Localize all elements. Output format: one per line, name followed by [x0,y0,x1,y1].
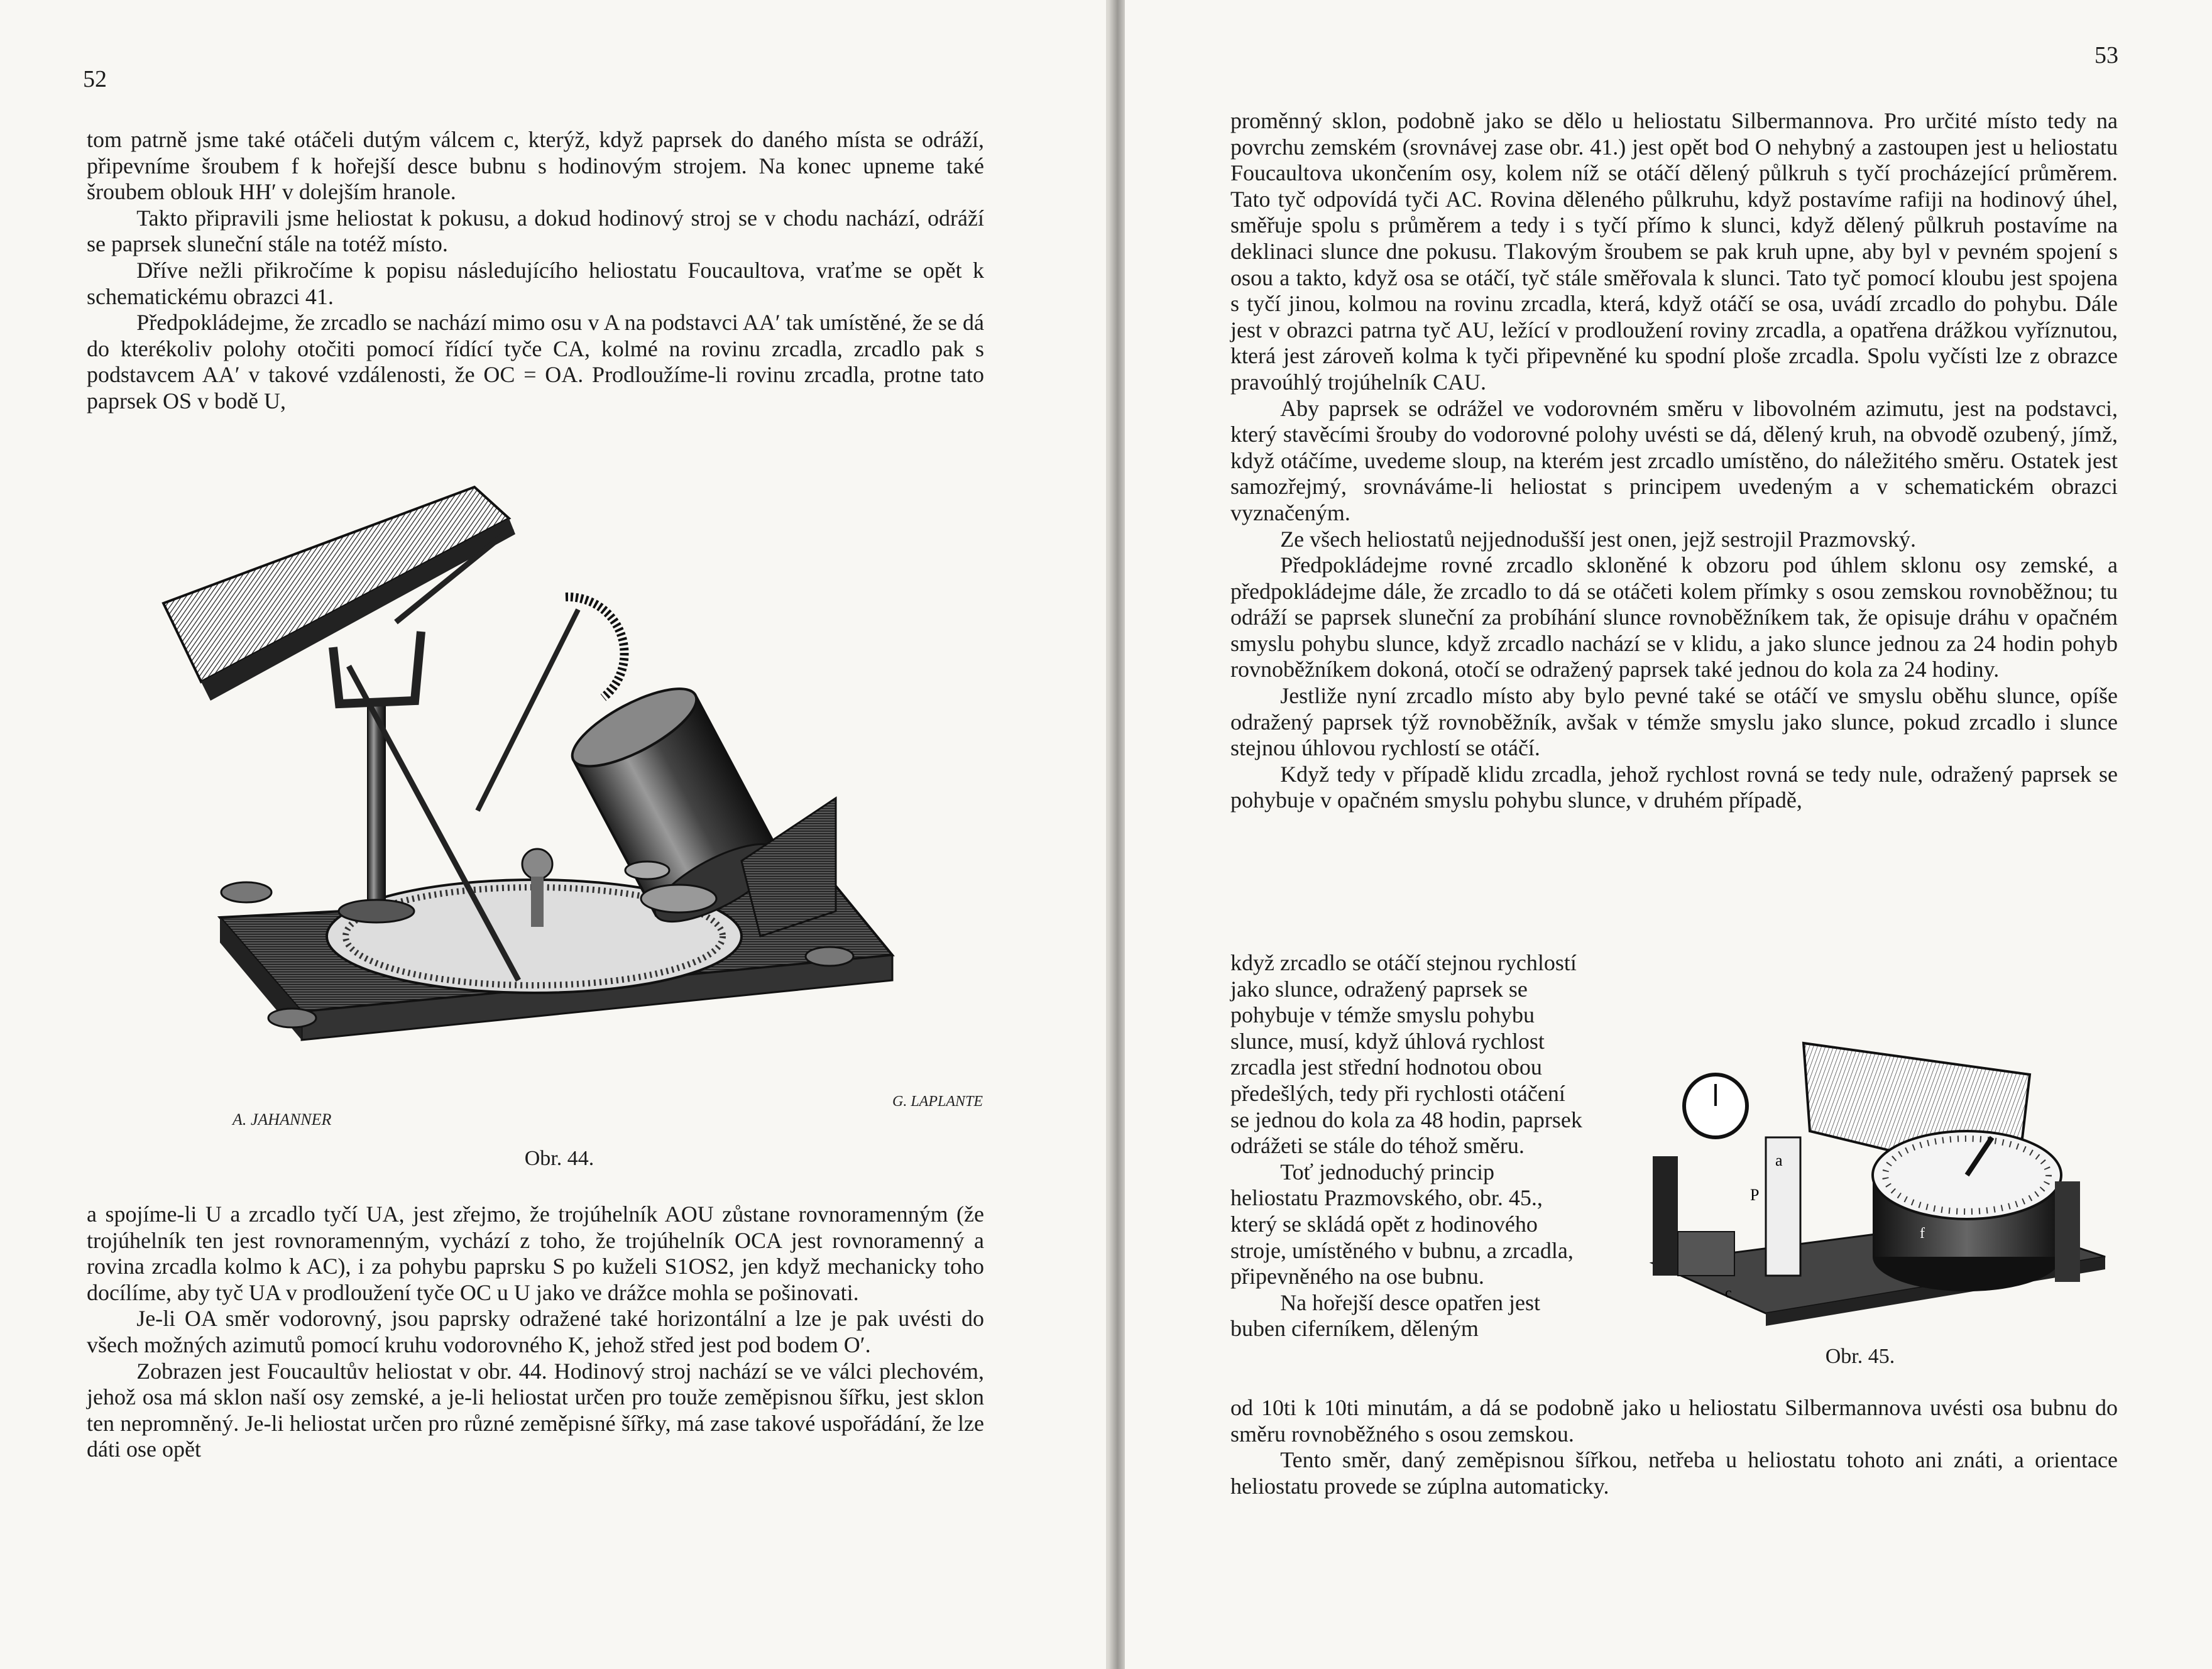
figure-45-caption: Obr. 45. [1825,1345,1895,1368]
paragraph: tom patrně jsme také otáčeli dutým válcem c, kterýž, když paprsek do daného místa se odráží, připevníme šroubem f k hořejší desce bubnu s hodinovým strojem. Na konec upneme také šroubem oblouk HH′ v dolejším hranole. [87,127,984,205]
paragraph: a spojíme-li U a zrcadlo tyčí UA, jest zřejmo, že trojúhelník AOU zůstane rovnoramenným (že trojúhelník ten jest rovnoramenným, vychází z toho, že trojúhelník OCA jest rovnoramenný a rovina zrcadla kolmo k AC), i za pohybu paprsku S po kuželi S1OS2, jen když mechanicky toho docílíme, aby tyč UA v prodloužení tyče OC u U jako ve drážce mohla se pošinovati. [87,1201,984,1305]
paragraph: od 10ti k 10ti minutám, a dá se podobně jako u heliostatu Silbermannova uvésti osa bubnu do směru rovnoběžného s osou zemskou. [1230,1395,2118,1447]
pillar [368,704,385,911]
left-text-top [87,127,984,415]
leveling-screw [806,947,853,966]
right-text-bottom [1230,1395,2118,1499]
page-number-right: 53 [2094,42,2118,68]
paragraph: Když tedy v případě klidu zrcadla, jehož rychlost rovná se tedy nule, odražený paprsek se pohybuje v opačném smyslu pohybu slunce, v druhém případě, [1230,761,2118,813]
paragraph: Toť jednoduchý princip heliostatu Prazmovského, obr. 45., který se skládá opět z hodinového stroje, umístěného v bubnu, a zrcadla, připevněného na ose bubnu. [1230,1159,1574,1289]
paragraph: když zrcadlo se otáčí stejnou rychlostí jako slunce, odražený paprsek se pohybuje v témže smyslu pohybu slunce, musí, když úhlová rychlost zrcadla jest střední hodnotou obou předešlých, tedy při rychlosti otáčení se jednou do kola za 48 hodin, paprsek odrážeti se stále do téhož směru. [1230,950,1582,1159]
left-text-bottom [87,1201,984,1463]
leveling-screw [221,882,271,902]
right-page [1125,0,2212,1669]
label-a: a [1775,1151,1783,1169]
figure-44-foucault-heliostat [126,459,999,1131]
paragraph: Předpokládejme, že zrcadlo se nachází mimo osu v A na podstavci AA′ tak umístěné, že se dá do kterékoliv polohy otočiti pomocí řídící tyče CA, kolmé na rovinu zrcadla, zrcadlo pak s podstavcem AA′ v takové vzdálenosti, že OC = OA. Prodloužíme-li rovinu zrcadla, protne tato paprsek OS v bodě U, [87,310,984,413]
label-p: P [1750,1186,1760,1204]
paragraph: Aby paprsek se odrážel ve vodorovném směru v libovolném azimutu, jest na podstavci, který stavěcími šrouby do vodorovné polohy uvésti se dá, dělený kruh, na obvodě ozubený, jímž, když otáčíme, uvedeme sloup, na kterém jest zrcadlo umístěno, do náležitého směru. Ostatek jest samozřejmý, srovnáváme-li heliostat s principem uvedeným a v schematickém obrazci vyznačeným. [1230,395,2118,525]
label-f: f [1920,1225,1925,1242]
paragraph: Předpokládejme rovné zrcadlo skloněné k obzoru pod úhlem sklonu osy zemské, a předpokládejme dále, že zrcadlo to dá se otáčeti kolem přímky s osou zemskou rovnoběžnou; tu odráží se paprsek sluneční za probíhání slunce rovnoběžníkem tak, že opisuje dráhu v opačném smyslu pohybu slunce, když zrcadlo nachází se v klidu, a jako slunce jednou za 24 hodin pohyb rovnoběžníkem dokoná, otočí se odražený paprsek také jednou do kola za 24 hodiny. [1230,552,2118,682]
page-number-left: 52 [83,66,107,92]
clock-drum [1873,1131,2061,1291]
paragraph: Je-li OA směr vodorovný, jsou paprsky odražené také horizontální a lze je pak uvésti do všech možných azimutů pomocí kruhu vodorovného K, jehož střed jest pod bodem O′. [87,1306,984,1357]
leveling-screw [268,1009,316,1027]
engraver-signature-left: A. JAHANNER [233,1110,332,1129]
right-text-side [1230,950,1582,1342]
figure-45-prazmowski-heliostat [1640,993,2118,1357]
paragraph: proměnný sklon, podobně jako se dělo u heliostatu Silbermannova. Pro určité místo tedy na povrchu zemském (srovnávej zase obr. 41.) jest opět bod O nehybný a zastoupen jest u heliostatu Foucaultova ukončením osy, kolem níž se otáčí dělený půlkruh s tyčí procházející průměrem. Tato tyč odpovídá tyči AC. Rovina děleného půlkruhu, když postavíme rafiji na hodinový úhel, směřuje spolu s průměrem a tedy i s tyčí přímo k slunci, když dělený půlkruh postavíme na deklinaci slunce dne pokusu. Tlakovým šroubem se pak kruh upne, aby byl v pevném spojení s osou a takto, když osa se otáčí, tyč stále směřovala k slunci. Tato tyč pomocí kloubu jest spojena s tyčí jinou, kolmou na rovinu zrcadla, která, když otáčí se osa, uvádí zrcadlo do pohybu. Dále jest v obrazci patrna tyč AU, ležící v prodloužení roviny zrcadla, a opatřena drážkou vyříznutou, která jest zároveň kolma k tyči připevněné ku spodní ploše zrcadla. Spolu vyčísti lze z obrazce pravoúhlý trojúhelník CAU. [1230,108,2118,395]
right-text-top [1230,108,2118,814]
paragraph: Tento směr, daný zeměpisnou šířkou, netřeba u heliostatu tohoto ani znáti, a orientace heliostatu provede se zúplna automaticky. [1230,1447,2118,1499]
paragraph: Dříve nežli přikročíme k popisu následujícího heliostatu Foucaultova, vraťme se opět k schematickému obrazci 41. [87,257,984,309]
label-c: c [1725,1285,1732,1301]
figure-44-caption: Obr. 44. [524,1147,594,1170]
paragraph: Na hořejší desce opatřen jest buben ciferníkem, děleným [1230,1289,1541,1342]
paragraph: Zobrazen jest Foucaultův heliostat v obr. 44. Hodinový stroj nachází se ve válci plechovém, jehož osa má sklon naší osy zemské, a je-li heliostat určen pro touže zeměpisnou šířku, jest sklon ten nepromněný. Je-li heliostat určen pro různé zeměpisné šířky, má zase takové uspořádání, že lze dáti ose opět [87,1358,984,1462]
engraver-signature-right: G. LAPLANTE [892,1093,983,1110]
paragraph: Takto připravili jsme heliostat k pokusu, a dokud hodinový stroj se v chodu nachází, odráží se paprsek sluneční stále na totéž místo. [87,205,984,257]
paragraph: Ze všech heliostatů nejjednodušší jest onen, jejž sestrojil Prazmovský. [1280,526,1916,552]
paragraph: Jestliže nyní zrcadlo místo aby bylo pevné také se otáčí ve smyslu oběhu slunce, opíše odražený paprsek týž rovnoběžník, avšak v témže smyslu jako slunce, pokud zrcadlo i slunce stejnou úhlovou rychlostí se otáčí. [1230,683,2118,761]
